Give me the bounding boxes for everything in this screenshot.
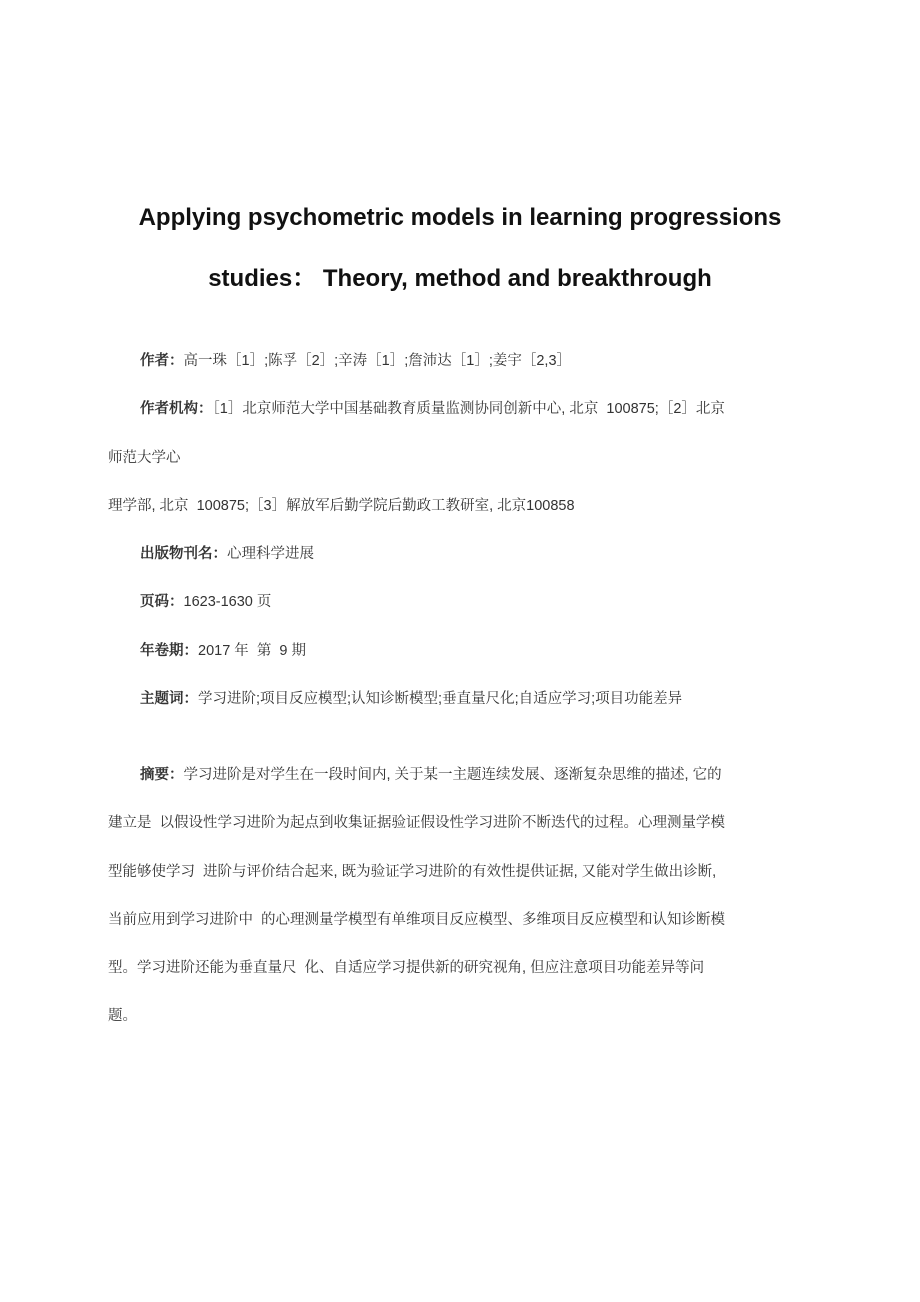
abstract-line: 建立是 以假设性学习进阶为起点到收集证据验证假设性学习进阶不断迭代的过程。心理测量学模 <box>108 815 726 831</box>
issue-value: 2017 年 第 9 期 <box>198 643 306 659</box>
affiliation-line-1: ［1］北京师范大学中国基础教育质量监测协同创新中心, 北京 100875;［2］北京 <box>212 401 725 417</box>
journal <box>140 544 314 564</box>
issue <box>140 641 306 661</box>
title-line-1: Applying psychometric models in learning progressions <box>138 204 782 231</box>
authors-value: 高一珠［1］;陈孚［2］;辛涛［1］;詹沛达［1］;姜宇［2,3］ <box>183 353 572 369</box>
journal-label: 出版物刊名： <box>140 546 227 562</box>
abstract-line: 题。 <box>108 1008 137 1024</box>
abstract-line: 型能够使学习 进阶与评价结合起来, 既为验证学习进阶的有效性提供证据, 又能对学生做出诊断, <box>108 864 717 880</box>
journal-value: 心理科学进展 <box>227 546 314 562</box>
abstract-label: 摘要： <box>140 767 184 783</box>
keywords <box>140 689 682 709</box>
abstract-line: 当前应用到学习进阶中 的心理测量学模型有单维项目反应模型、多维项目反应模型和认知诊断模 <box>108 912 726 928</box>
pages <box>140 592 271 612</box>
keywords-value: 学习进阶;项目反应模型;认知诊断模型;垂直量尺化;自适应学习;项目功能差异 <box>198 691 683 707</box>
abstract-line: 学习进阶是对学生在一段时间内, 关于某一主题连续发展、逐渐复杂思维的描述, 它的 <box>183 767 722 783</box>
issue-label: 年卷期： <box>140 643 198 659</box>
title-line-2: studies： Theory, method and breakthrough <box>208 265 712 292</box>
pages-value: 1623-1630 页 <box>183 594 272 610</box>
abstract <box>140 765 722 785</box>
affiliation <box>140 399 725 419</box>
affiliation-line-2: 师范大学心 <box>108 450 181 466</box>
affiliation-line-3: 理学部, 北京 100875;［3］解放军后勤学院后勤政工教研室, 北京100858 <box>108 498 575 514</box>
abstract-line: 型。学习进阶还能为垂直量尺 化、自适应学习提供新的研究视角, 但应注意项目功能差异等问 <box>108 960 705 976</box>
affiliation-label: 作者机构： <box>140 401 213 417</box>
authors <box>140 351 571 371</box>
keywords-label: 主题词： <box>140 691 198 707</box>
authors-label: 作者： <box>140 353 184 369</box>
pages-label: 页码： <box>140 594 184 610</box>
